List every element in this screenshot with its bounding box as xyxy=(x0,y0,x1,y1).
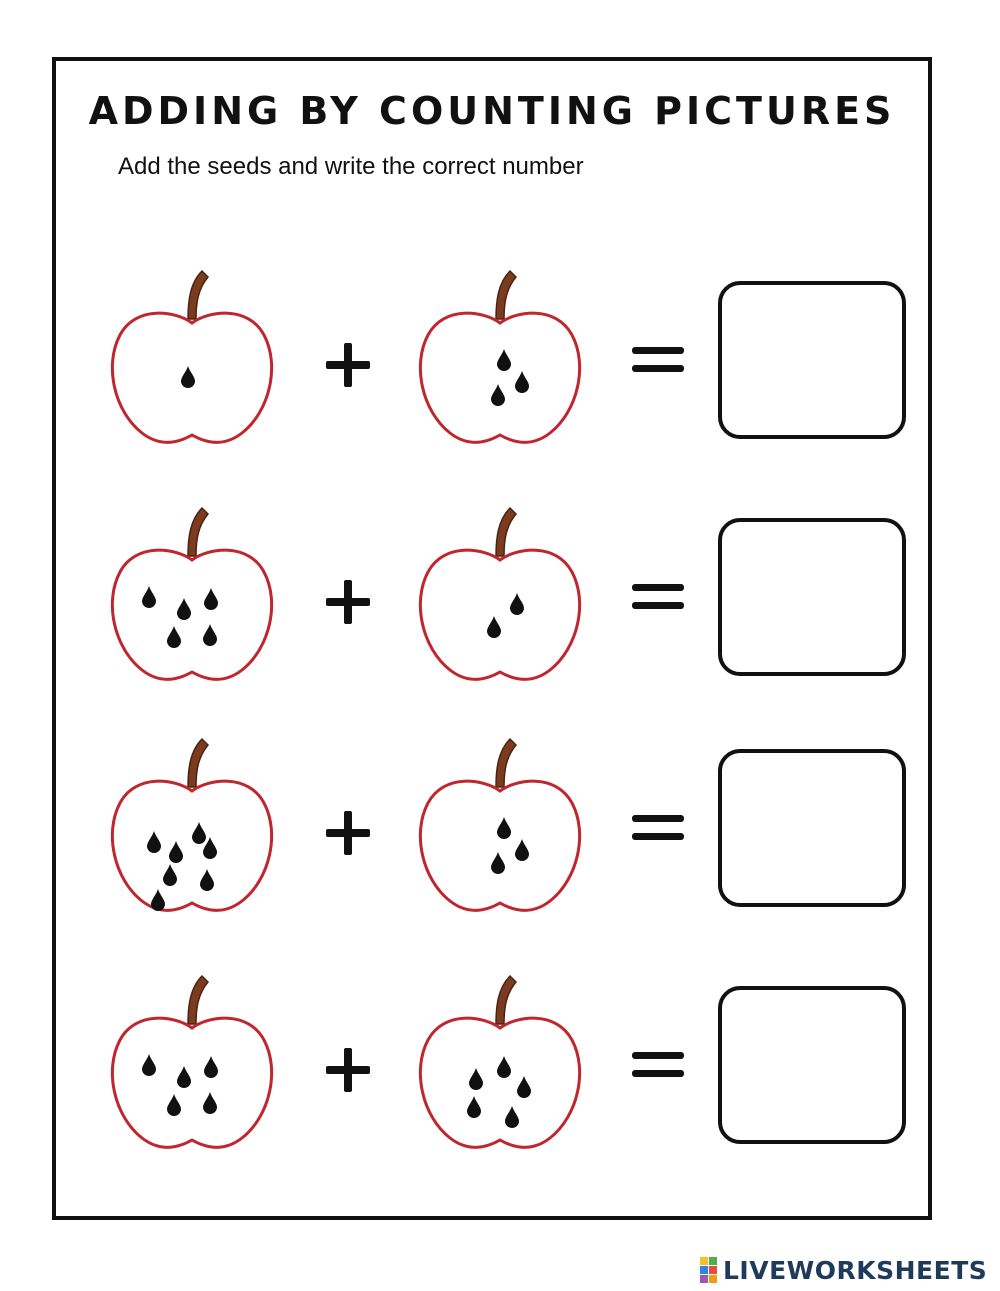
problem-row xyxy=(56,966,928,1156)
logo-square xyxy=(700,1275,708,1283)
brand-name: LIVEWORKSHEETS xyxy=(723,1255,988,1285)
right-apple xyxy=(414,498,594,688)
left-apple xyxy=(106,498,286,688)
answer-box[interactable] xyxy=(718,749,906,907)
apple-outline xyxy=(112,1018,271,1147)
apple-stem xyxy=(496,508,516,556)
apple-stem xyxy=(496,976,516,1024)
equals-sign-icon xyxy=(628,1034,688,1094)
logo-square xyxy=(700,1266,708,1274)
equals-sign-icon xyxy=(628,329,688,389)
apple-outline xyxy=(420,1018,579,1147)
answer-box[interactable] xyxy=(718,518,906,676)
plus-sign-icon xyxy=(318,804,378,864)
equals-sign-icon xyxy=(628,566,688,626)
apple-stem xyxy=(188,508,208,556)
logo-square xyxy=(709,1275,717,1283)
left-apple xyxy=(106,261,286,451)
right-apple xyxy=(414,261,594,451)
logo-square xyxy=(700,1257,708,1265)
apple-outline xyxy=(420,781,579,910)
left-apple xyxy=(106,966,286,1156)
apple-stem xyxy=(188,976,208,1024)
instructions-text: Add the seeds and write the correct number xyxy=(118,153,584,180)
liveworksheets-logo[interactable] xyxy=(700,1254,987,1286)
worksheet-frame xyxy=(52,57,932,1220)
apple-stem xyxy=(496,271,516,319)
apple-outline xyxy=(420,550,579,679)
right-apple xyxy=(414,729,594,919)
apple-stem xyxy=(188,739,208,787)
problem-row xyxy=(56,729,928,919)
right-apple xyxy=(414,966,594,1156)
left-apple xyxy=(106,729,286,919)
answer-box[interactable] xyxy=(718,986,906,1144)
logo-square xyxy=(709,1257,717,1265)
problem-row xyxy=(56,498,928,688)
problem-row xyxy=(56,261,928,451)
logo-square xyxy=(709,1266,717,1274)
apple-outline xyxy=(112,781,271,910)
plus-sign-icon xyxy=(318,573,378,633)
apple-outline xyxy=(420,313,579,442)
plus-sign-icon xyxy=(318,1041,378,1101)
worksheet-title: ADDING BY COUNTING PICTURES xyxy=(88,89,896,133)
plus-sign-icon xyxy=(318,336,378,396)
answer-box[interactable] xyxy=(718,281,906,439)
apple-outline xyxy=(112,550,271,679)
logo-mark-icon xyxy=(700,1257,717,1283)
equals-sign-icon xyxy=(628,797,688,857)
apple-stem xyxy=(188,271,208,319)
apple-stem xyxy=(496,739,516,787)
